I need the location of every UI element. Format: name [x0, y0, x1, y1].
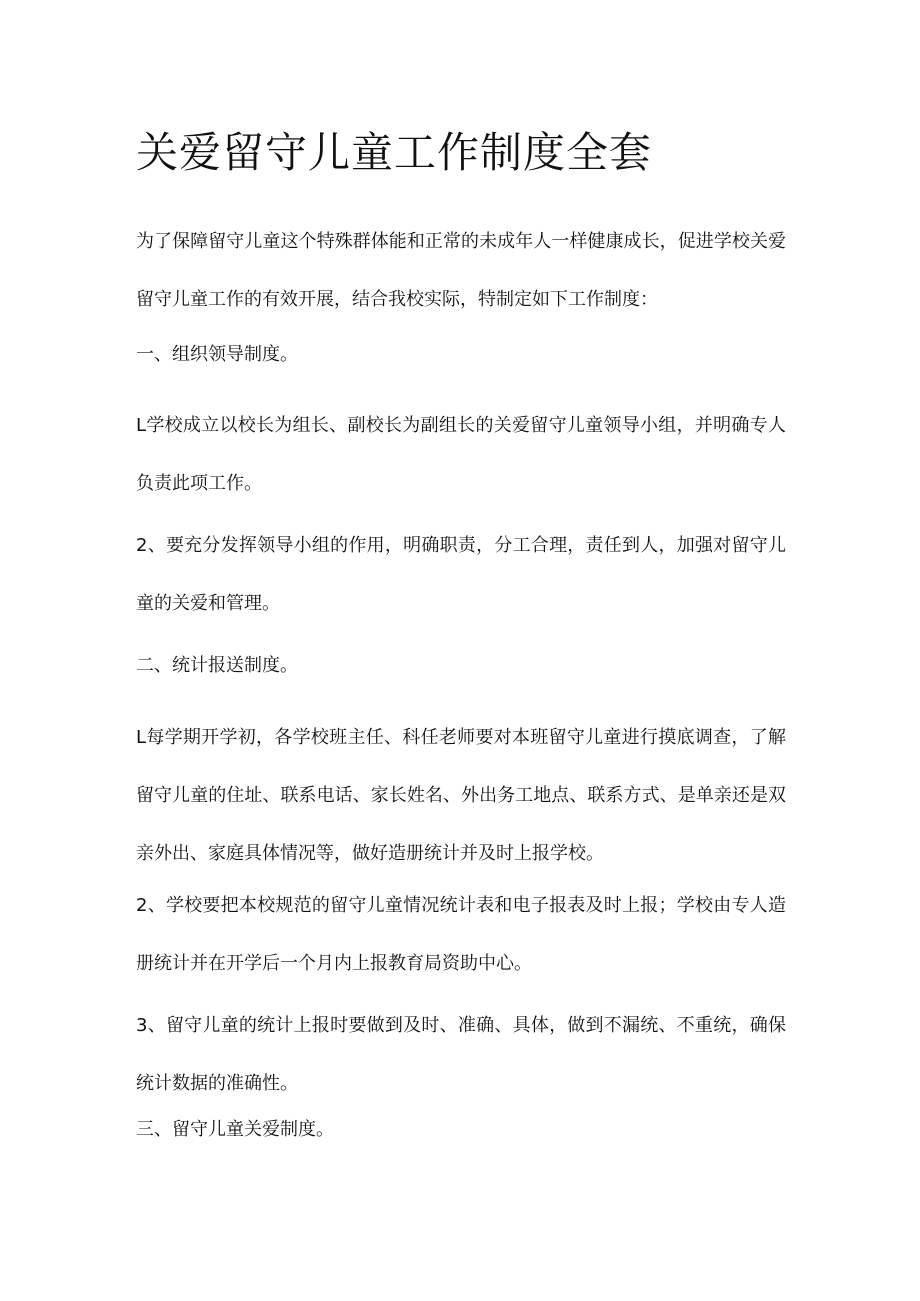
- paragraph-report-submission: 2、学校要把本校规范的留守儿童情况统计表和电子报表及时上报；学校由专人造册统计并在开学后一个月内上报教育局资助中心。: [136, 895, 786, 974]
- document-title: 关爱留守儿童工作制度全套: [136, 128, 653, 177]
- section-heading-organization: 一、组织领导制度。: [136, 344, 298, 365]
- paragraph-leadership-group: L学校成立以校长为组长、副校长为副组长的关爱留守儿童领导小组，并明确专人负责此项工作。: [136, 415, 786, 494]
- intro-paragraph: 为了保障留守儿童这个特殊群体能和正常的未成年人一样健康成长，促进学校关爱留守儿童工作的有效开展，结合我校实际，特制定如下工作制度：: [136, 231, 786, 310]
- paragraph-report-accuracy: 3、留守儿童的统计上报时要做到及时、准确、具体，做到不漏统、不重统，确保统计数据的准确性。: [136, 1015, 786, 1094]
- paragraph-survey: L每学期开学初，各学校班主任、科任老师要对本班留守儿童进行摸底调查，了解留守儿童的住址、联系电话、家长姓名、外出务工地点、联系方式、是单亲还是双亲外出、家庭具体情况等，做好造册统计并及时上报学校。: [136, 727, 786, 864]
- section-heading-care: 三、留守儿童关爱制度。: [136, 1119, 334, 1140]
- section-heading-statistics: 二、统计报送制度。: [136, 655, 298, 676]
- paragraph-leadership-role: 2、要充分发挥领导小组的作用，明确职责，分工合理，责任到人，加强对留守儿童的关爱和管理。: [136, 535, 786, 614]
